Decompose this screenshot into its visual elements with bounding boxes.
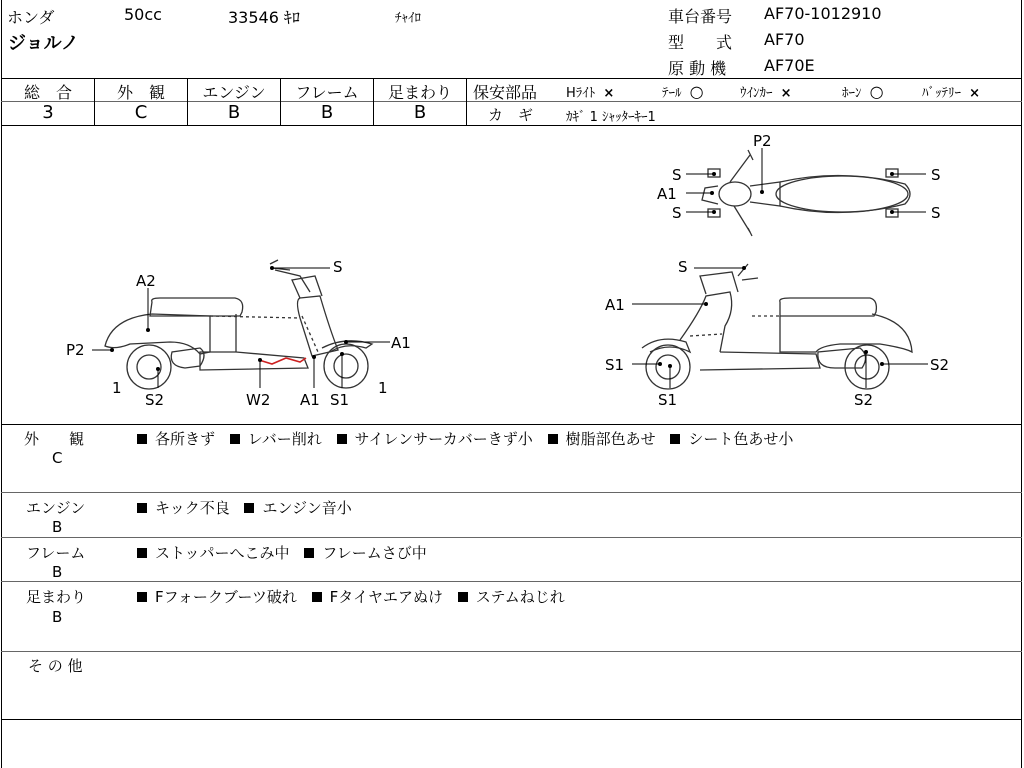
section-divider-4 <box>1 651 1022 652</box>
grade-value-engine: B <box>227 102 241 123</box>
section-divider-2 <box>1 537 1022 538</box>
section-exterior-grade: C <box>52 449 63 467</box>
safety-horn-name: ﾎｰﾝ <box>842 86 862 101</box>
section-divider-1 <box>1 492 1022 493</box>
key-label: カ ギ <box>488 106 534 124</box>
top-view-scooter <box>702 150 910 236</box>
grade-col-5 <box>466 78 467 125</box>
color: ﾁｬｲﾛ <box>395 11 421 26</box>
section-suspension-item <box>458 586 565 607</box>
engine-label: 原 動 機 <box>668 59 727 78</box>
left-label-a2: A2 <box>136 272 156 290</box>
section-engine-grade: B <box>52 518 63 536</box>
section-other-title: そ の 他 <box>28 657 83 675</box>
grade-header-total: 総 合 <box>23 83 72 102</box>
item-text: フレームさび中 <box>322 544 427 562</box>
safety-battery-mark: × <box>969 86 981 101</box>
mileage: 33546 ｷﾛ <box>228 8 300 27</box>
item-text: レバー削れ <box>247 430 322 448</box>
section-engine-item <box>244 497 351 518</box>
safety-label: 保安部品 <box>473 83 538 102</box>
key-value: ｶｷﾞ 1 ｼｬｯﾀｰｷｰ1 <box>566 110 656 125</box>
item-text: ステムねじれ <box>475 588 565 606</box>
safety-tail-mark: ○ <box>689 82 704 101</box>
top-label-s-tl: S <box>672 166 682 184</box>
displacement: 50cc <box>124 5 162 24</box>
section-frame-items <box>137 542 437 563</box>
scooter-diagram <box>0 126 1024 424</box>
item-text: Fフォークブーツ破れ <box>155 588 297 606</box>
right-label-s2a: S2 <box>930 356 950 374</box>
left-front-wheel <box>324 344 368 388</box>
left-label-s1: S1 <box>330 391 350 409</box>
safety-battery-name: ﾊﾞｯﾃﾘｰ <box>922 86 961 101</box>
safety-winker-name: ｳｲﾝｶｰ <box>740 86 773 101</box>
section-suspension-title: 足まわり <box>26 588 87 606</box>
section-exterior-item <box>670 428 793 449</box>
left-label-a1b: A1 <box>300 391 320 409</box>
item-text: サイレンサーカバーきず小 <box>354 430 533 448</box>
left-label-s: S <box>333 258 343 276</box>
section-exterior-item <box>548 428 656 449</box>
right-front-wheel <box>646 345 690 389</box>
safety-horn-mark: ○ <box>869 82 884 101</box>
diagram-bottom <box>1 424 1022 425</box>
item-text: エンジン音小 <box>262 499 352 517</box>
grade-value-suspension: B <box>413 102 427 123</box>
section-suspension-item <box>312 586 443 607</box>
section-divider-3 <box>1 581 1022 582</box>
type-value: AF70 <box>764 30 805 49</box>
grade-value-exterior: C <box>134 102 148 123</box>
frame-no-label: 車台番号 <box>668 7 733 26</box>
left-rear-wheel <box>127 345 171 389</box>
section-engine-items <box>137 497 362 518</box>
safety-tail <box>662 82 704 101</box>
item-text: 樹脂部色あせ <box>565 430 656 448</box>
grade-header-engine: エンジン <box>202 83 266 102</box>
safety-horn <box>842 82 884 101</box>
item-text: ストッパーへこみ中 <box>155 544 290 562</box>
section-divider-5 <box>1 719 1022 720</box>
section-frame-grade: B <box>52 563 63 581</box>
top-label-s-bl: S <box>672 204 682 222</box>
right-view-scooter <box>642 264 912 389</box>
frame-no: AF70-1012910 <box>764 4 882 23</box>
right-label-a1: A1 <box>605 296 625 314</box>
safety-headlight-name: Hﾗｲﾄ <box>566 86 596 101</box>
section-suspension-item <box>137 586 297 607</box>
top-label-s-br: S <box>931 204 941 222</box>
left-label-1a: 1 <box>112 379 122 397</box>
left-label-w2: W2 <box>246 391 271 409</box>
grade-header-suspension: 足まわり <box>387 83 452 102</box>
item-text: Fタイヤエアぬけ <box>329 588 443 606</box>
top-label-a1: A1 <box>657 185 677 203</box>
section-frame-item <box>137 542 290 563</box>
safety-headlight-mark: × <box>603 86 615 101</box>
right-label-s: S <box>678 258 688 276</box>
grade-header-exterior: 外 観 <box>116 83 165 102</box>
safety-battery <box>922 82 980 101</box>
grade-value-frame: B <box>320 102 334 123</box>
safety-mid <box>468 101 1022 102</box>
left-label-p2: P2 <box>66 341 85 359</box>
section-engine-item <box>137 497 230 518</box>
type-label: 型 式 <box>668 33 733 52</box>
section-exterior-title: 外 観 <box>24 430 85 448</box>
section-exterior-item <box>137 428 215 449</box>
section-exterior-item <box>230 428 322 449</box>
left-label-a1: A1 <box>391 334 411 352</box>
section-suspension-items <box>137 586 575 607</box>
left-label-1b: 1 <box>378 379 388 397</box>
right-label-s1a: S1 <box>605 356 625 374</box>
model-name: ジョルノ <box>8 33 79 54</box>
item-text: キック不良 <box>155 499 230 517</box>
top-label-p2: P2 <box>753 132 772 150</box>
safety-winker <box>740 82 792 101</box>
section-frame-item <box>304 542 426 563</box>
engine-value: AF70E <box>764 56 815 75</box>
safety-tail-name: ﾃｰﾙ <box>662 86 682 101</box>
left-label-s2: S2 <box>145 391 165 409</box>
section-suspension-grade: B <box>52 608 63 626</box>
grade-table-top <box>1 78 1022 79</box>
item-text: 各所きず <box>155 430 216 448</box>
grade-header-frame: フレーム <box>295 83 359 102</box>
section-exterior-item <box>337 428 533 449</box>
maker: ホンダ <box>7 8 55 27</box>
item-text: シート色あせ小 <box>688 430 794 448</box>
safety-headlight <box>566 82 614 101</box>
section-exterior-items <box>137 428 803 449</box>
safety-winker-mark: × <box>780 86 792 101</box>
right-label-s1b: S1 <box>658 391 678 409</box>
section-engine-title: エンジン <box>26 499 86 517</box>
section-frame-title: フレーム <box>26 544 86 562</box>
right-label-s2b: S2 <box>854 391 874 409</box>
top-label-s-tr: S <box>931 166 941 184</box>
grade-value-total: 3 <box>42 102 54 123</box>
